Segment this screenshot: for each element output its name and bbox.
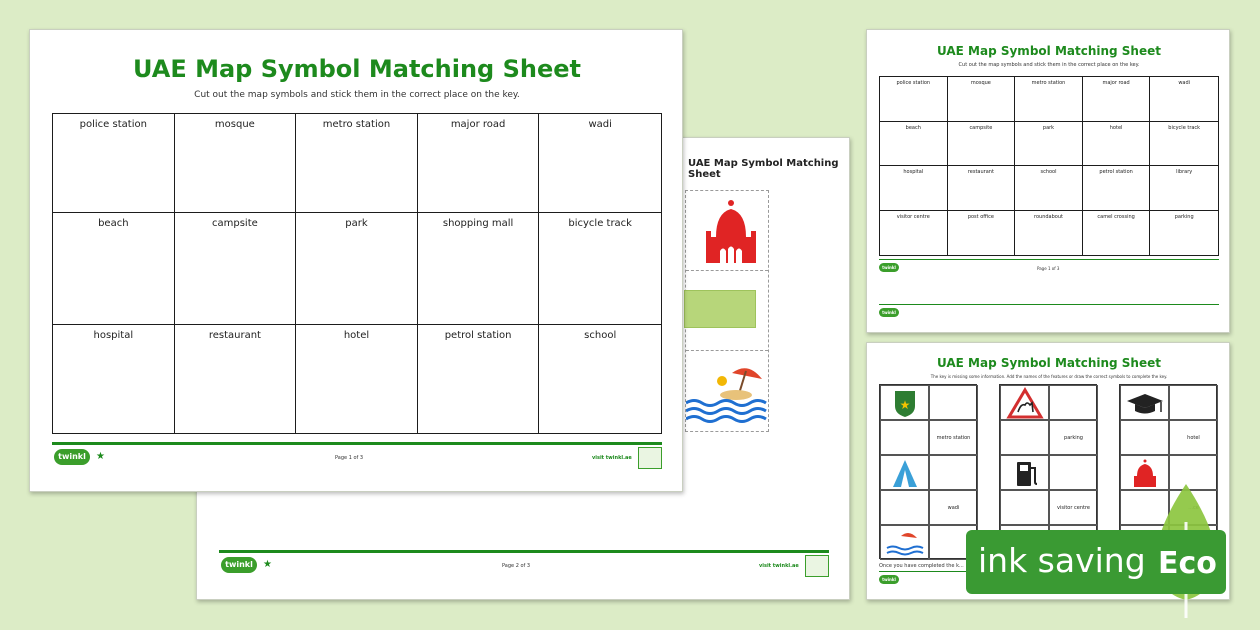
table-cell: camel crossing: [1083, 211, 1151, 256]
key-cell: [880, 455, 929, 490]
star-icon: ★: [263, 559, 272, 570]
key-cell: [929, 455, 978, 490]
twinkl-logo: twinkl: [54, 449, 90, 465]
middle-sheet-title: UAE Map Symbol Matching Sheet: [688, 158, 839, 180]
key-cell: [1169, 385, 1218, 420]
key-cell: [929, 385, 978, 420]
table-cell: school: [584, 330, 617, 341]
key-cell: [1000, 420, 1049, 455]
table-cell: library: [1150, 166, 1218, 211]
top-right-title: UAE Map Symbol Matching Sheet: [937, 44, 1161, 58]
twinkl-logo: twinkl: [879, 308, 899, 317]
table-cell: bicycle track: [1150, 122, 1218, 167]
table-cell: hotel: [296, 325, 418, 433]
key-cell: [1000, 455, 1049, 490]
table-cell: shopping mall: [418, 213, 540, 325]
table-cell: park: [1015, 122, 1083, 167]
major-road-symbol: [684, 290, 756, 328]
key-cell: [880, 385, 929, 420]
top-right-instruction: Cut out the map symbols and stick them in the correct place on the key.: [958, 62, 1140, 68]
top-right-sheet: [866, 29, 1230, 333]
table-cell: hotel: [1083, 122, 1151, 167]
site-link[interactable]: visit twinkl.ae: [759, 563, 799, 569]
main-sheet-instruction: Cut out the map symbols and stick them in the correct place on the key.: [194, 90, 520, 100]
key-cell: [1120, 385, 1169, 420]
main-sheet-title: UAE Map Symbol Matching Sheet: [133, 55, 581, 83]
site-link[interactable]: visit twinkl.ae: [592, 455, 632, 461]
symbol-box-road: [686, 271, 768, 351]
key-cell: [1049, 455, 1098, 490]
key-block-1: [879, 384, 977, 559]
key-label-metro-station: metro station: [929, 420, 978, 455]
table-cell: hospital: [880, 166, 948, 211]
police-badge-icon: [881, 386, 930, 421]
key-label-wadi: wadi: [929, 490, 978, 525]
graduation-cap-icon: [1121, 386, 1170, 421]
symbol-box-mosque: [686, 191, 768, 271]
table-cell: petrol station: [1083, 166, 1151, 211]
symbol-box-beach: [686, 351, 768, 433]
table-cell: mosque: [948, 77, 1016, 122]
fuel-pump-icon: [1001, 456, 1050, 491]
key-cell: [1120, 420, 1169, 455]
twinkl-logo: twinkl: [221, 557, 257, 573]
table-cell: mosque: [175, 114, 297, 213]
table-cell: restaurant: [948, 166, 1016, 211]
camel-crossing-sign-icon: [1001, 386, 1050, 421]
beach-icon: [686, 351, 770, 433]
footer-note: Once you have completed the k...: [879, 563, 964, 569]
key-label-parking: parking: [1049, 420, 1098, 455]
table-cell: roundabout: [1015, 211, 1083, 256]
table-cell: petrol station: [418, 325, 540, 433]
page-number: Page 2 of 3: [502, 563, 531, 569]
table-cell: park: [296, 213, 418, 325]
svg-text:★: ★: [899, 398, 911, 412]
table-cell: school: [1015, 166, 1083, 211]
twinkl-logo: twinkl: [879, 575, 899, 584]
table-cell: beach: [53, 213, 175, 325]
bottom-right-instruction: The key is missing some information. Add the names of the features or draw the correct symbols to complete the key.: [930, 374, 1168, 379]
table-cell: police station: [53, 114, 175, 213]
key-cell: [880, 490, 929, 525]
table-cell: visitor centre: [880, 211, 948, 256]
table-cell: restaurant: [175, 325, 297, 433]
table-cell: parking: [1174, 213, 1194, 220]
mosque-icon: [686, 191, 770, 271]
table-cell: bicycle track: [539, 213, 661, 325]
quality-badge: [638, 447, 662, 469]
symbol-table: [52, 113, 662, 434]
main-footer-line: [52, 442, 662, 445]
key-cell: [880, 525, 929, 560]
key-cell: [1000, 385, 1049, 420]
page-number: Page 1 of 3: [1037, 266, 1060, 271]
table-cell: metro station: [296, 114, 418, 213]
table-cell: metro station: [1015, 77, 1083, 122]
star-icon: ★: [96, 451, 105, 462]
table-cell: hospital: [53, 325, 175, 433]
table-cell: campsite: [175, 213, 297, 325]
top-right-footer-line: [879, 259, 1219, 260]
key-cell: [880, 420, 929, 455]
key-cell: [1000, 490, 1049, 525]
beach-icon: [881, 526, 930, 561]
bottom-right-title: UAE Map Symbol Matching Sheet: [937, 356, 1161, 370]
symbol-table: [879, 76, 1219, 256]
table-cell: beach: [880, 122, 948, 167]
quality-badge: [805, 555, 829, 577]
main-sheet: [29, 29, 683, 492]
table-cell: major road: [418, 114, 540, 213]
symbol-column: [685, 190, 769, 432]
middle-footer-line: [219, 550, 829, 553]
table-cell: wadi: [1150, 77, 1218, 122]
tent-icon: [881, 456, 930, 491]
table-cell: wadi: [539, 114, 661, 213]
table-cell: post office: [948, 211, 1016, 256]
ink-saving-text: ink saving: [978, 541, 1146, 580]
page-number: Page 1 of 3: [335, 455, 364, 461]
key-label-hotel: hotel: [1169, 420, 1218, 455]
table-cell: major road: [1083, 77, 1151, 122]
table-cell: campsite: [948, 122, 1016, 167]
key-label-visitor-centre: visitor centre: [1049, 490, 1098, 525]
table-cell: police station: [880, 77, 948, 122]
eco-label: Eco: [1158, 546, 1217, 581]
key-cell: [1049, 385, 1098, 420]
twinkl-logo: twinkl: [879, 263, 899, 272]
top-right-footer-line-2: [879, 304, 1219, 305]
